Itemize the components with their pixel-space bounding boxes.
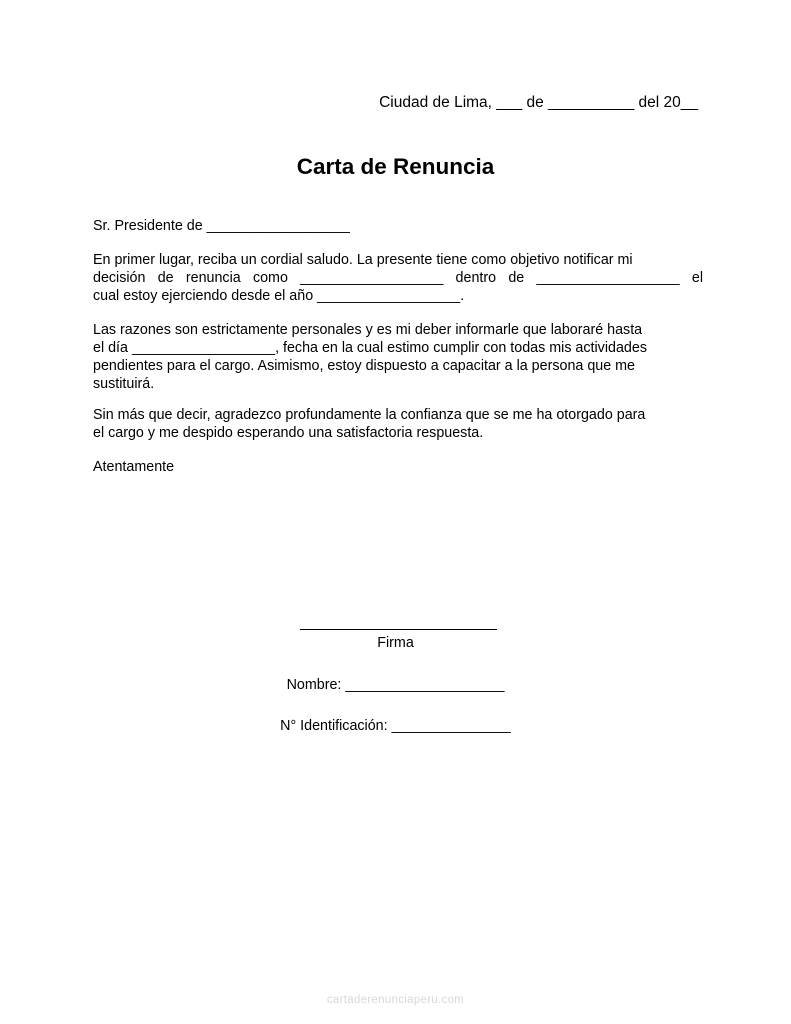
paragraph-reasons — [93, 321, 703, 393]
paragraph-line: pendientes para el cargo. Asimismo, estoy dispuesto a capacitar a la persona que me — [93, 358, 636, 374]
paragraph-farewell — [93, 406, 703, 442]
name-field: Nombre: ____________________ — [286, 677, 505, 693]
signature-label: Firma — [377, 635, 414, 651]
signature-line — [300, 629, 497, 630]
closing-text: Atentamente — [93, 459, 175, 475]
paragraph-line: En primer lugar, reciba un cordial saludo. La presente tiene como objetivo notificar mi — [93, 252, 633, 268]
salutation-text: Sr. Presidente de __________________ — [93, 218, 350, 234]
closing — [93, 458, 703, 476]
paragraph-line: decisión de renuncia como __________________ dentro de __________________ el — [93, 270, 703, 286]
paragraph-line: cual estoy ejerciendo desde el año __________________. — [93, 288, 465, 304]
paragraph-intro — [93, 251, 703, 305]
salutation — [93, 217, 703, 235]
letter-title: Carta de Renuncia — [296, 154, 495, 179]
paragraph-line: el día __________________, fecha en la cual estimo cumplir con todas mis actividades — [93, 340, 647, 356]
paragraph-line: Las razones son estrictamente personales y es mi deber informarle que laboraré hasta — [93, 322, 643, 338]
paragraph-line: sustituirá. — [93, 376, 155, 392]
id-field: N° Identificación: _______________ — [280, 718, 511, 734]
paragraph-line: el cargo y me despido esperando una satisfactoria respuesta. — [93, 425, 484, 441]
date-line: Ciudad de Lima, ___ de __________ del 20__ — [379, 94, 698, 111]
paragraph-line: Sin más que decir, agradezco profundamente la confianza que se me ha otorgado para — [93, 407, 646, 423]
footer-watermark: cartaderenunciaperu.com — [326, 994, 465, 1006]
